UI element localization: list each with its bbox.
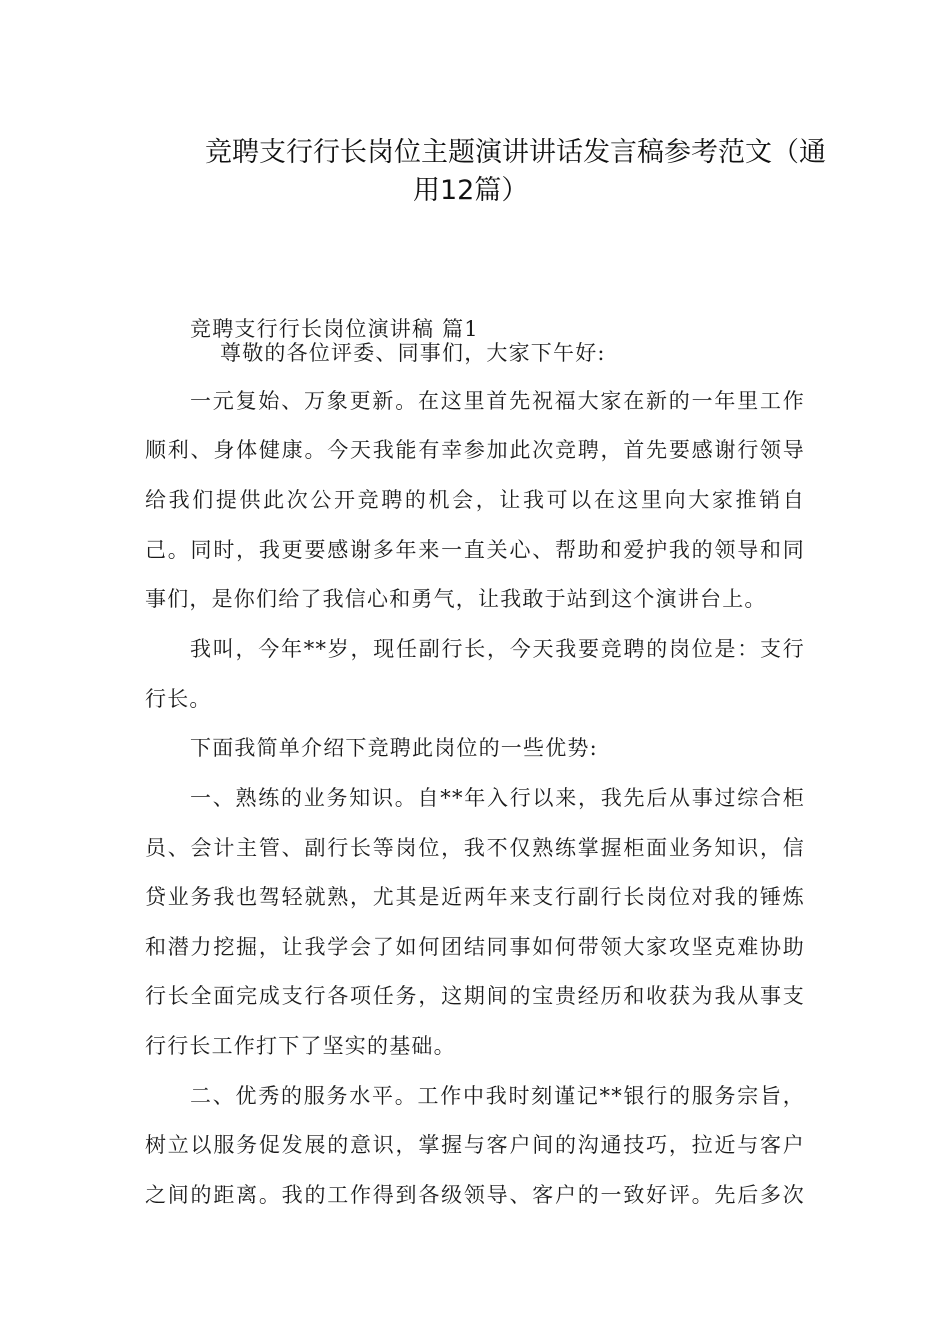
paragraph-line: 二、优秀的服务水平。工作中我时刻谨记**银行的服务宗旨， xyxy=(190,1084,805,1108)
section-heading: 竞聘支行行长岗位演讲稿 篇1 xyxy=(190,317,479,341)
paragraph-line: 员、会计主管、副行长等岗位，我不仅熟练掌握柜面业务知识，信 xyxy=(145,836,805,860)
paragraph-line: 行长。 xyxy=(145,687,212,711)
salutation: 尊敬的各位评委、同事们，大家下午好: xyxy=(220,341,606,365)
title-line-1: 竞聘支行行长岗位主题演讲讲话发言稿参考范文（通 xyxy=(205,137,826,168)
paragraph-line: 树立以服务促发展的意识，掌握与客户间的沟通技巧，拉近与客户 xyxy=(145,1133,805,1157)
paragraph-line: 行行长工作打下了坚实的基础。 xyxy=(145,1034,456,1058)
title-line-2: 用12篇） xyxy=(413,175,529,206)
paragraph-line: 下面我简单介绍下竞聘此岗位的一些优势: xyxy=(190,736,598,760)
paragraph-line: 我叫，今年**岁，现任副行长，今天我要竞聘的岗位是：支行 xyxy=(190,637,805,661)
paragraph-line: 一元复始、万象更新。在这里首先祝福大家在新的一年里工作 xyxy=(190,389,805,413)
paragraph-line: 己。同时，我更要感谢多年来一直关心、帮助和爱护我的领导和同 xyxy=(145,538,805,562)
paragraph-line: 顺利、身体健康。今天我能有幸参加此次竞聘，首先要感谢行领导 xyxy=(145,438,805,462)
paragraph-line: 之间的距离。我的工作得到各级领导、客户的一致好评。先后多次 xyxy=(145,1183,805,1207)
paragraph-line: 给我们提供此次公开竞聘的机会，让我可以在这里向大家推销自 xyxy=(145,488,805,512)
paragraph-line: 贷业务我也驾轻就熟，尤其是近两年来支行副行长岗位对我的锤炼 xyxy=(145,885,805,909)
paragraph-line: 一、熟练的业务知识。自**年入行以来，我先后从事过综合柜 xyxy=(190,786,805,810)
paragraph-line: 和潜力挖掘，让我学会了如何团结同事如何带领大家攻坚克难协助 xyxy=(145,935,805,959)
paragraph-line: 行长全面完成支行各项任务，这期间的宝贵经历和收获为我从事支 xyxy=(145,984,805,1008)
paragraph-line: 事们，是你们给了我信心和勇气，让我敢于站到这个演讲台上。 xyxy=(145,587,767,611)
